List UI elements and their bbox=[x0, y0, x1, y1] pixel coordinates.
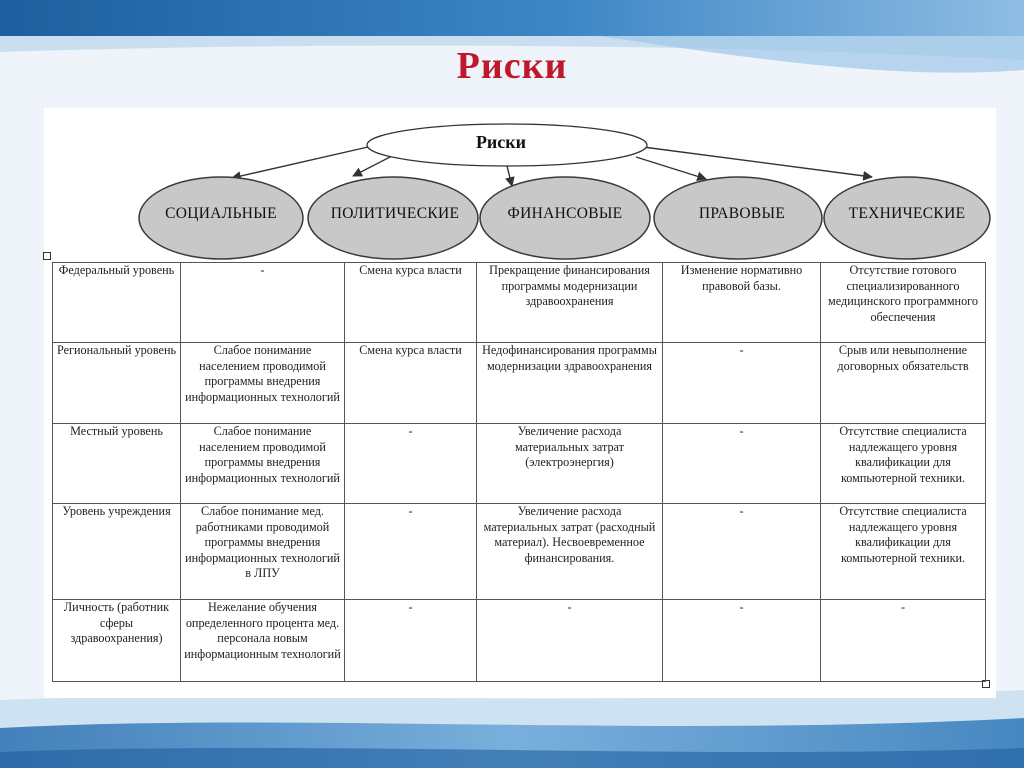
category-label-legal: ПРАВОВЫЕ bbox=[698, 205, 786, 222]
row-level-cell: Местный уровень bbox=[53, 424, 181, 504]
table-cell: Отсутствие специалиста надлежащего уровня квалификации для компьютерной техники. bbox=[821, 424, 986, 504]
slide-title: Риски bbox=[456, 45, 568, 87]
table-cell: Прекращение финансирования программы модернизации здравоохранения bbox=[477, 263, 663, 343]
table-cell: - bbox=[663, 424, 821, 504]
table-cell: - bbox=[477, 600, 663, 682]
category-label-political: ПОЛИТИЧЕСКИЕ bbox=[330, 205, 460, 222]
table-cell: Слабое понимание населением проводимой программы внедрения информационных технологий bbox=[181, 424, 345, 504]
table-row bbox=[53, 343, 986, 424]
row-level-cell: Региональный уровень bbox=[53, 343, 181, 424]
table-cell: Увеличение расхода материальных затрат (расходный материал). Несвоевременное финансирования. bbox=[477, 504, 663, 600]
root-label: Риски bbox=[475, 132, 527, 152]
table-cell: Увеличение расхода материальных затрат (электроэнергия) bbox=[477, 424, 663, 504]
category-label-technical: ТЕХНИЧЕСКИЕ bbox=[848, 205, 966, 222]
table-cell: Отсутствие специалиста надлежащего уровня квалификации для компьютерной техники. bbox=[821, 504, 986, 600]
risk-table bbox=[52, 262, 986, 682]
table-cell: Недофинансирования программы модернизации здравоохранения bbox=[477, 343, 663, 424]
table-cell: Смена курса власти bbox=[345, 343, 477, 424]
table-cell: - bbox=[663, 343, 821, 424]
row-level-cell: Личность (работник сферы здравоохранения) bbox=[53, 600, 181, 682]
table-cell: Отсутствие готового специализированного медицинского программного обеспечения bbox=[821, 263, 986, 343]
table-cell: Слабое понимание населением проводимой программы внедрения информационных технологий bbox=[181, 343, 345, 424]
table-cell: - bbox=[345, 600, 477, 682]
arrow-financial bbox=[507, 166, 512, 186]
table-cell: - bbox=[181, 263, 345, 343]
table-cell: Слабое понимание мед. работниками проводимой программы внедрения информационных технологий в ЛПУ bbox=[181, 504, 345, 600]
table-row bbox=[53, 263, 986, 343]
row-level-cell: Уровень учреждения bbox=[53, 504, 181, 600]
arrow-political bbox=[353, 156, 392, 176]
table-cell: Нежелание обучения определенного процента мед. персонала новым информационным технологий bbox=[181, 600, 345, 682]
arrow-social bbox=[232, 147, 368, 178]
category-label-social: СОЦИАЛЬНЫЕ bbox=[165, 205, 277, 222]
table-row bbox=[53, 424, 986, 504]
table-cell: Смена курса власти bbox=[345, 263, 477, 343]
table-cell: - bbox=[345, 504, 477, 600]
table-cell: - bbox=[821, 600, 986, 682]
table-cell: - bbox=[345, 424, 477, 504]
table-cell: - bbox=[663, 600, 821, 682]
row-level-cell: Федеральный уровень bbox=[53, 263, 181, 343]
arrow-technical bbox=[643, 147, 872, 177]
table-row bbox=[53, 504, 986, 600]
table-cell: Срыв или невыполнение договорных обязательств bbox=[821, 343, 986, 424]
table-row bbox=[53, 600, 986, 682]
table-cell: Изменение нормативно правовой базы. bbox=[663, 263, 821, 343]
category-label-financial: ФИНАНСОВЫЕ bbox=[507, 205, 623, 222]
arrow-legal bbox=[636, 157, 706, 179]
table-cell: - bbox=[663, 504, 821, 600]
table-move-handle[interactable] bbox=[43, 252, 51, 260]
